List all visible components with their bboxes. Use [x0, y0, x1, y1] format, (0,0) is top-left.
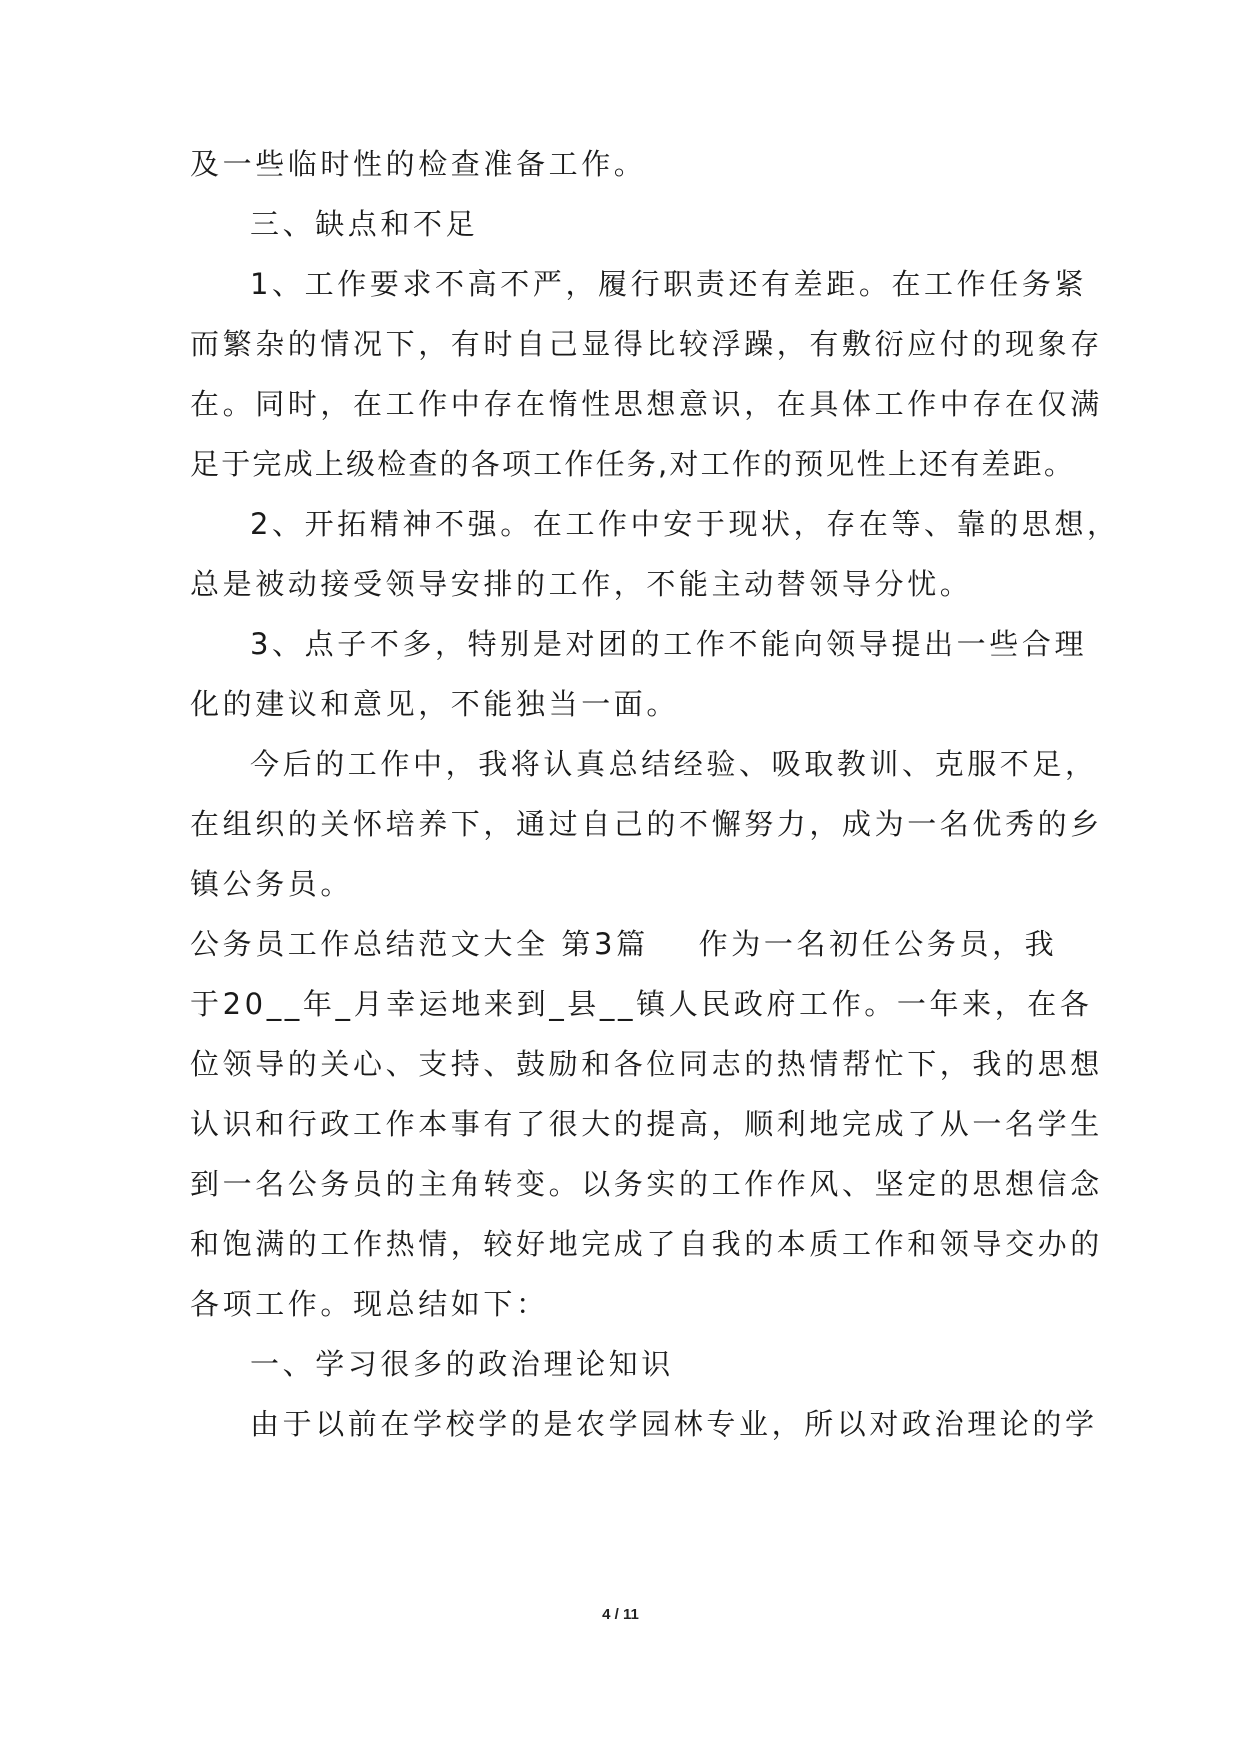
text-line: 作为一名初任公务员，我 — [698, 927, 1058, 961]
text-line: 3、点子不多，特别是对团的工作不能向领导提出一些合理 — [250, 627, 1088, 661]
text-line: 在。同时，在工作中存在惰性思想意识，在具体工作中存在仅满 — [190, 387, 1103, 421]
text-line: 和饱满的工作热情，较好地完成了自我的本质工作和领导交办的 — [190, 1227, 1103, 1261]
text-line: 而繁杂的情况下，有时自己显得比较浮躁，有敷衍应付的现象存 — [190, 327, 1103, 361]
section-heading: 三、缺点和不足 — [250, 207, 479, 241]
chapter-heading-line — [190, 924, 1057, 964]
text-line: 于20__年_月幸运地来到_县__镇人民政府工作。一年来，在各 — [190, 987, 1093, 1021]
text-line: 今后的工作中，我将认真总结经验、吸取教训、克服不足， — [250, 747, 1098, 781]
text-line: 镇公务员。 — [190, 867, 354, 901]
text-line: 2、开拓精神不强。在工作中安于现状，存在等、靠的思想， — [250, 507, 1120, 541]
text-line: 各项工作。现总结如下： — [190, 1287, 549, 1321]
chapter-title: 公务员工作总结范文大全 第3篇 — [190, 927, 649, 961]
text-line: 位领导的关心、支持、鼓励和各位同志的热情帮忙下，我的思想 — [190, 1047, 1103, 1081]
text-line: 化的建议和意见，不能独当一面。 — [190, 687, 680, 721]
text-line: 到一名公务员的主角转变。以务实的工作作风、坚定的思想信念 — [190, 1167, 1103, 1201]
text-line: 足于完成上级检查的各项工作任务,对工作的预见性上还有差距。 — [190, 447, 1076, 481]
section-heading: 一、学习很多的政治理论知识 — [250, 1347, 674, 1381]
text-line: 及一些临时性的检查准备工作。 — [190, 147, 647, 181]
text-line: 认识和行政工作本事有了很大的提高，顺利地完成了从一名学生 — [190, 1107, 1103, 1141]
page-number: 4 / 11 — [602, 1606, 639, 1623]
text-line: 由于以前在学校学的是农学园林专业，所以对政治理论的学 — [250, 1407, 1098, 1441]
text-line: 在组织的关怀培养下，通过自己的不懈努力，成为一名优秀的乡 — [190, 807, 1103, 841]
text-line: 1、工作要求不高不严，履行职责还有差距。在工作任务紧 — [250, 267, 1088, 301]
text-line: 总是被动接受领导安排的工作，不能主动替领导分忧。 — [190, 567, 973, 601]
